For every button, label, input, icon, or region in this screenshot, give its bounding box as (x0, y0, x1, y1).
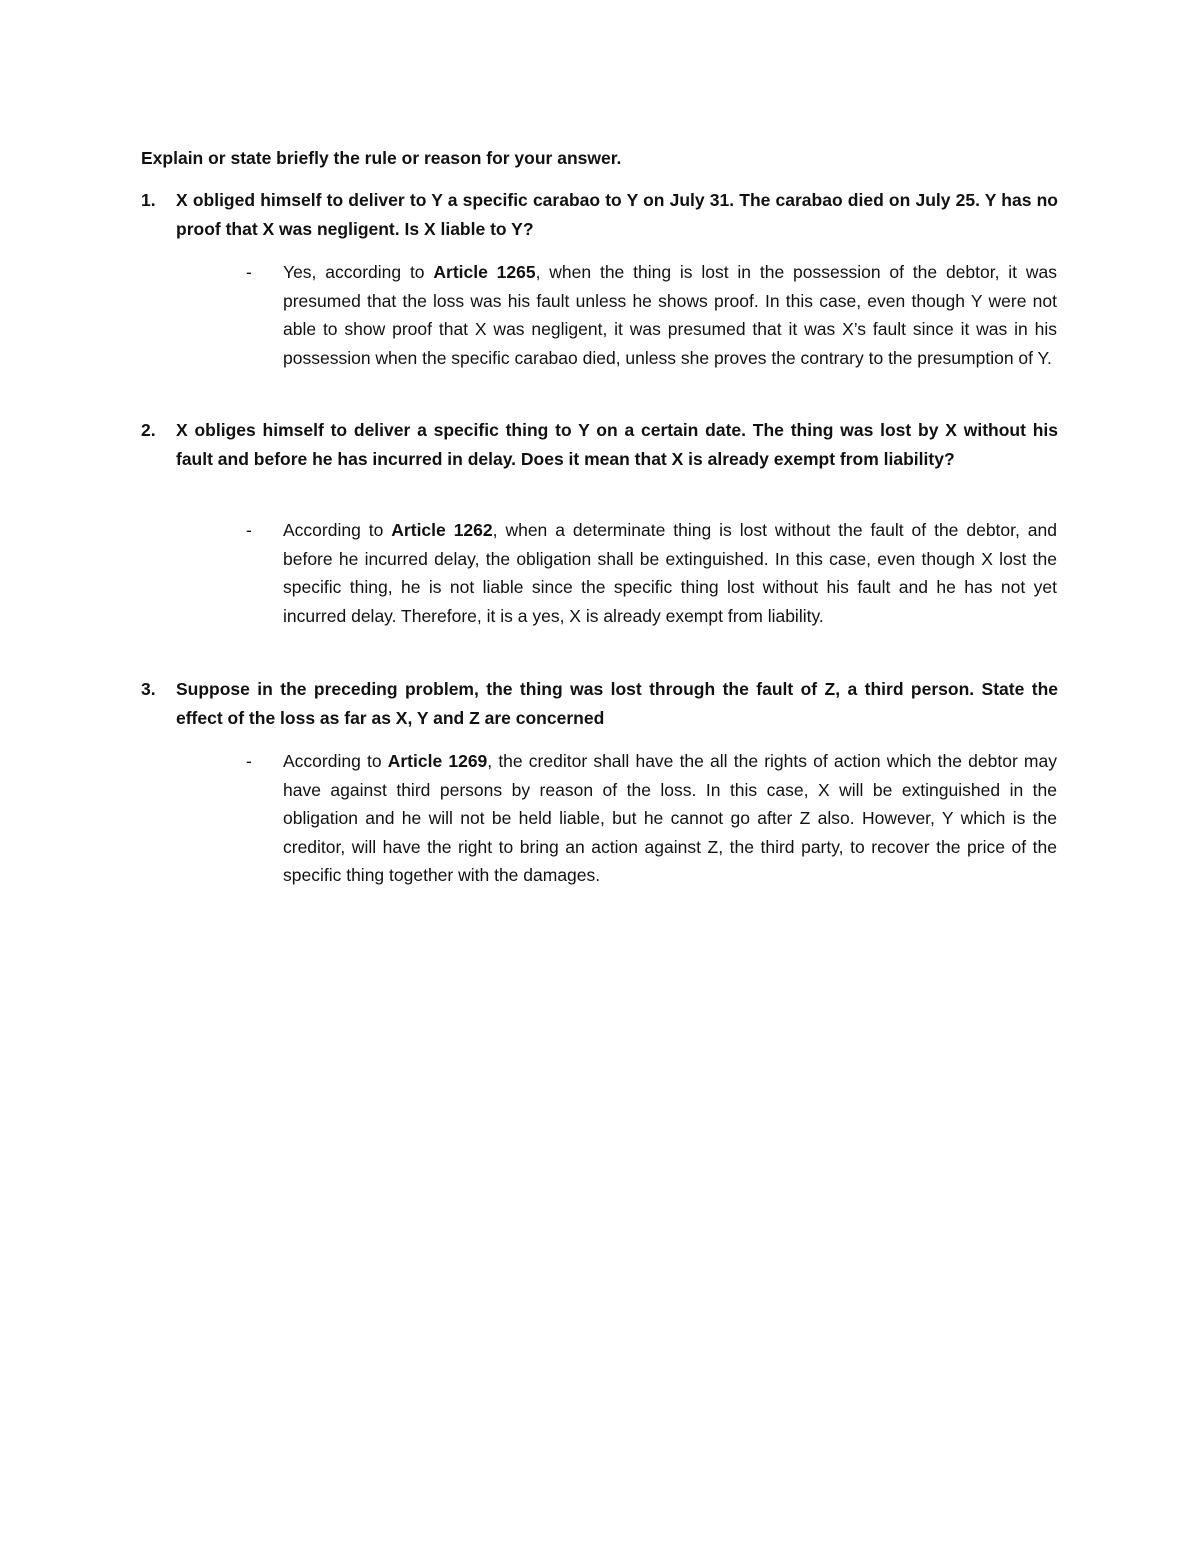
question-number: 1. (141, 190, 156, 210)
question-number: 2. (141, 420, 156, 440)
question-3 (141, 675, 1058, 732)
question-text: X obliges himself to deliver a specific thing to Y on a certain date. The thing was lost by X without his fault and before he has incurred in delay. Does it mean that X is already exempt from liability? (176, 420, 1058, 469)
question-number: 3. (141, 679, 156, 699)
bullet-dash: - (246, 520, 252, 540)
bullet-dash: - (246, 751, 252, 771)
article-reference: Article 1265 (433, 262, 536, 282)
answer-text-post: , when a determinate thing is lost without the fault of the debtor, and before he incurred delay, the obligation shall be extinguished. In this case, even though X lost the specific thing, he is not liable since the specific thing lost without his fault and he has not yet incurred delay. Therefore, it is a yes, X is already exempt from liability. (283, 520, 1058, 626)
question-2 (141, 416, 1058, 473)
answer-3 (246, 747, 1057, 890)
answer-text-post: , the creditor shall have the all the rights of action which the debtor may have against third persons by reason of the loss. In this case, X will be extinguished in the obligation and he will not be held liable, but he cannot go after Z also. However, Y which is the creditor, will have the right to bring an action against Z, the third party, to recover the price of the specific thing together with the damages. (283, 751, 1057, 886)
question-text: Suppose in the preceding problem, the thing was lost through the fault of Z, a third person. State the effect of the loss as far as X, Y and Z are concerned (176, 679, 1058, 728)
article-reference: Article 1269 (387, 751, 488, 771)
bullet-dash: - (246, 262, 252, 282)
answer-text-pre: According to (283, 751, 388, 771)
question-text: X obliged himself to deliver to Y a specific carabao to Y on July 31. The carabao died on July 25. Y has no proof that X was negligent. Is X liable to Y? (176, 190, 1058, 239)
answer-text-pre: Yes, according to (283, 262, 434, 282)
question-1 (141, 186, 1058, 243)
answer-2 (246, 516, 1058, 630)
article-reference: Article 1262 (391, 520, 493, 540)
answer-text-pre: According to (283, 520, 392, 540)
instruction-heading: Explain or state briefly the rule or reason for your answer. (141, 148, 622, 168)
answer-1 (246, 258, 1057, 372)
answer-text-post: , when the thing is lost in the possession of the debtor, it was presumed that the loss was his fault unless he shows proof. In this case, even though Y were not able to show proof that X was negligent, it was presumed that it was X’s fault since it was in his possession when the specific carabao died, unless she proves the contrary to the presumption of Y. (283, 262, 1057, 368)
